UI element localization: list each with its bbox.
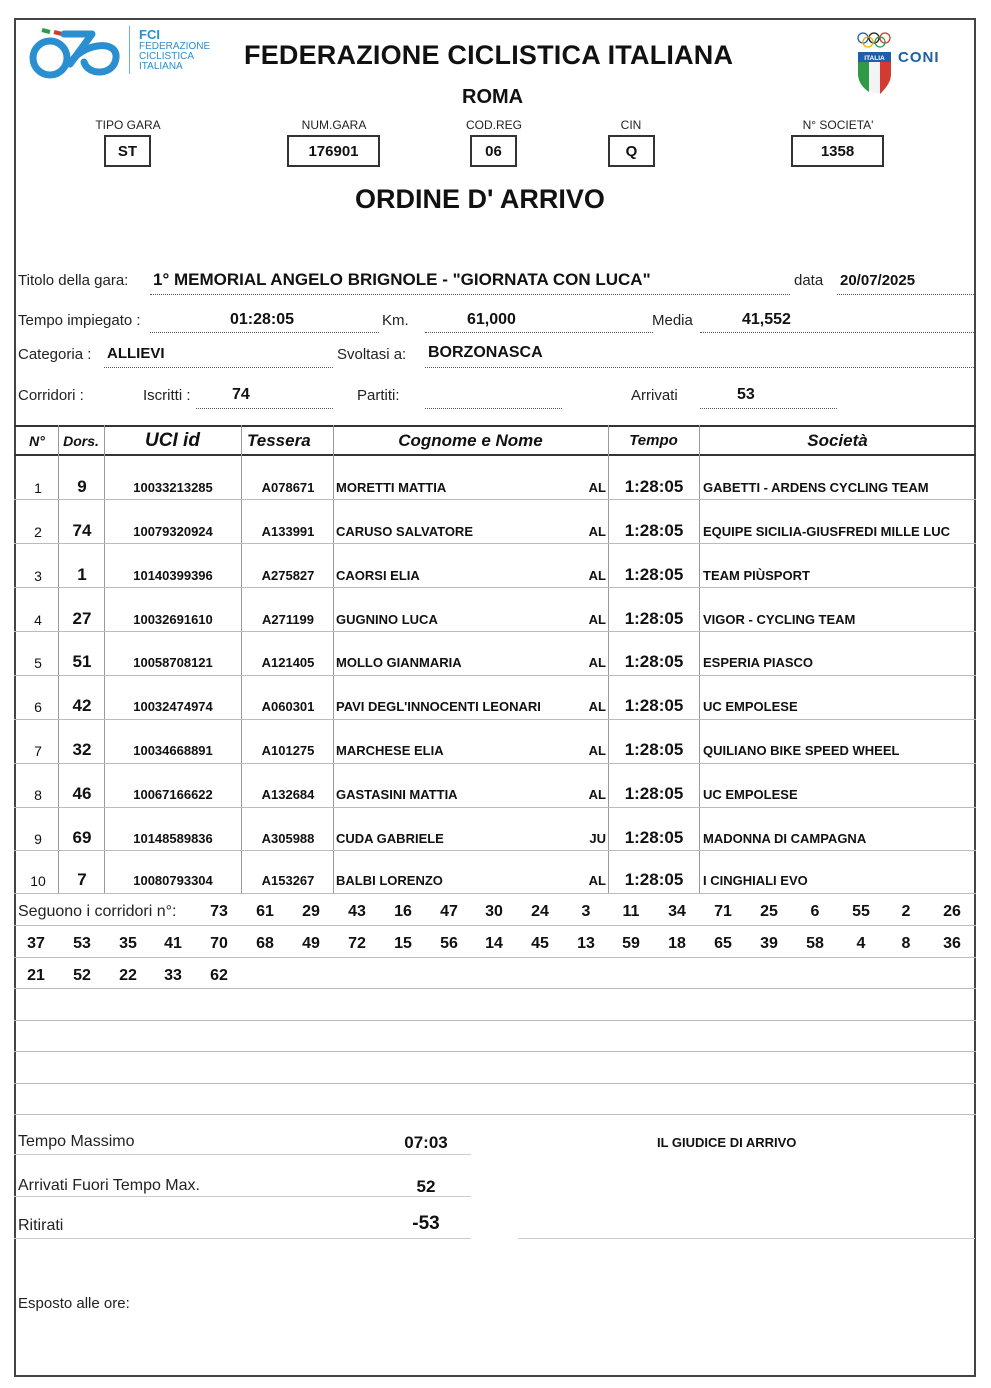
following-separator [14,957,976,958]
row-position: 10 [30,873,46,889]
row-category: AL [588,568,606,583]
row-tessera: A271199 [261,612,315,627]
following-bib: 16 [394,903,412,920]
row-tessera: A078671 [261,480,315,495]
row-team: ESPERIA PIASCO [703,655,814,670]
following-bib: 70 [210,935,228,952]
following-bib: 68 [256,935,274,952]
category-label: Categoria : [18,346,92,363]
row-separator [14,543,976,544]
following-bib: 65 [714,935,732,952]
media-label: Media [652,312,693,329]
posted-time-label: Esposto alle ore: [18,1295,130,1312]
row-separator [14,631,976,632]
row-team: TEAM PIÙSPORT [703,568,810,583]
out-of-time-label: Arrivati Fuori Tempo Max. [18,1177,200,1194]
row-category: AL [588,480,606,495]
code-label-cin: CIN [620,118,642,132]
row-separator [14,587,976,588]
row-tessera: A305988 [261,831,315,846]
row-uci-id: 10033213285 [133,480,213,495]
following-bib: 21 [27,967,45,984]
row-time: 1:28:05 [624,870,684,889]
row-team: UC EMPOLESE [703,699,798,714]
following-bib: 72 [348,935,366,952]
row-separator [14,763,976,764]
code-box-num-gara: 176901 [287,135,380,167]
riders-label: Corridori : [18,387,84,404]
following-bib: 22 [119,967,137,984]
row-position: 4 [34,612,42,628]
row-name: PAVI DEGL'INNOCENTI LEONARI [336,699,541,714]
col-header-societa: Società [807,431,868,450]
fci-line2: CICLISTICA [139,51,195,62]
code-box-cin: Q [608,135,655,167]
fci-bicycle-logo-icon [28,24,124,80]
document-frame [14,18,976,1377]
location-underline [425,367,974,368]
withdrawn-value: -53 [412,1213,440,1234]
out-of-time-underline [14,1196,471,1197]
row-separator [14,499,976,500]
started-underline [425,408,562,409]
registered-underline [196,408,333,409]
row-name: MORETTI MATTIA [336,480,447,495]
km-value: 61,000 [467,311,516,328]
row-bib: 51 [72,652,92,671]
following-bib: 36 [943,935,961,952]
following-bib: 45 [531,935,549,952]
svg-text:ITALIA: ITALIA [864,55,885,62]
following-bib: 41 [164,935,182,952]
row-tessera: A133991 [261,524,315,539]
row-uci-id: 10079320924 [133,524,213,539]
category-underline [104,367,333,368]
following-bib: 8 [901,935,911,952]
row-bib: 27 [72,609,92,628]
row-uci-id: 10032474974 [133,699,213,714]
code-label-tipo-gara: TIPO GARA [95,118,161,132]
code-box-cod-reg: 06 [470,135,517,167]
row-name: GUGNINO LUCA [336,612,438,627]
code-box-n-societa: 1358 [791,135,884,167]
row-name: CARUSO SALVATORE [336,524,473,539]
location-label: Svoltasi a: [337,346,407,363]
row-position: 3 [34,568,42,584]
row-bib: 32 [72,740,92,759]
row-bib: 42 [72,696,92,715]
following-bib: 53 [73,935,91,952]
row-separator [14,893,976,894]
col-header-tempo: Tempo [629,432,678,449]
time-label: Tempo impiegato : [18,312,141,329]
following-bib: 11 [622,903,640,920]
row-uci-id: 10067166622 [133,787,213,802]
row-category: AL [588,524,606,539]
row-team: GABETTI - ARDENS CYCLING TEAM [703,480,929,495]
media-underline [700,332,974,333]
following-bib: 58 [806,935,824,952]
row-name: MARCHESE ELIA [336,743,444,758]
fci-line3: ITALIANA [139,61,183,72]
row-position: 5 [34,655,42,671]
logo-divider [129,26,130,74]
following-bib: 18 [668,935,686,952]
col-header-name: Cognome e Nome [398,431,543,450]
following-bib: 49 [302,935,320,952]
federation-title: FEDERAZIONE CICLISTICA ITALIANA [244,40,734,70]
withdrawn-label: Ritirati [18,1217,64,1234]
coni-name: CONI [898,49,940,66]
date-value: 20/07/2025 [840,272,916,289]
row-team: QUILIANO BIKE SPEED WHEEL [703,743,900,758]
following-bib: 35 [119,935,137,952]
coni-shield-logo-icon [855,30,895,98]
table-top-border [14,425,976,427]
row-time: 1:28:05 [624,696,684,715]
blank-line [14,1051,976,1052]
following-bib: 52 [73,967,91,984]
row-time: 1:28:05 [624,521,684,540]
following-bib: 59 [622,935,640,952]
row-uci-id: 10080793304 [133,873,213,888]
following-bib: 34 [668,903,686,920]
code-box-tipo-gara: ST [104,135,151,167]
row-time: 1:28:05 [624,565,684,584]
row-time: 1:28:05 [624,784,684,803]
max-time-value: 07:03 [404,1133,448,1152]
following-separator [14,925,976,926]
max-time-label: Tempo Massimo [18,1133,135,1150]
code-label-n-societa: N° SOCIETA' [802,118,874,132]
federation-city: ROMA [462,86,524,108]
fci-line1: FEDERAZIONE [139,41,211,52]
following-bib: 37 [27,935,45,952]
following-bib: 55 [852,903,870,920]
race-title-underline [150,294,790,295]
row-name: CAORSI ELIA [336,568,420,583]
following-bib: 30 [485,903,503,920]
date-label: data [794,272,824,289]
fci-abbr: FCI [139,27,160,42]
following-bib: 61 [256,903,274,920]
following-label: Seguono i corridori n°: [18,903,177,920]
fci-logo-text [139,28,210,72]
race-title-value: 1° MEMORIAL ANGELO BRIGNOLE - "GIORNATA CON LUCA" [153,270,651,289]
started-label: Partiti: [357,387,400,404]
withdrawn-underline [14,1238,471,1239]
row-bib: 69 [72,828,92,847]
row-uci-id: 10148589836 [133,831,213,846]
row-uci-id: 10140399396 [133,568,213,583]
following-bib: 62 [210,967,228,984]
max-time-underline [14,1154,471,1155]
following-bib: 15 [394,935,412,952]
row-bib: 74 [72,521,92,540]
row-tessera: A060301 [261,699,315,714]
col-header-dors: Dors. [63,433,99,449]
row-category: JU [589,831,606,846]
row-category: AL [588,787,606,802]
following-bib: 14 [485,935,503,952]
time-value: 01:28:05 [230,311,295,328]
row-category: AL [588,699,606,714]
time-underline [150,332,379,333]
row-position: 2 [34,524,42,540]
row-category: AL [588,743,606,758]
race-title-label: Titolo della gara: [18,272,129,289]
following-bib: 4 [856,935,866,952]
document-title: ORDINE D' ARRIVO [355,184,605,214]
following-bib: 2 [901,903,911,920]
row-name: BALBI LORENZO [336,873,443,888]
location-value: BORZONASCA [428,344,543,361]
row-time: 1:28:05 [624,652,684,671]
registered-label: Iscritti : [143,387,191,404]
row-position: 8 [34,787,42,803]
following-bib: 6 [810,903,820,920]
following-bib: 73 [210,903,228,920]
media-value: 41,552 [742,311,791,328]
row-position: 1 [34,480,42,496]
out-of-time-value: 52 [416,1177,436,1196]
row-position: 6 [34,699,42,715]
arrived-label: Arrivati [631,387,678,404]
row-bib: 7 [77,870,87,889]
row-category: AL [588,873,606,888]
blank-line [14,1114,976,1115]
row-team: EQUIPE SICILIA-GIUSFREDI MILLE LUC [703,524,951,539]
following-separator [14,988,976,989]
row-time: 1:28:05 [624,740,684,759]
following-bib: 25 [760,903,778,920]
row-tessera: A101275 [261,743,315,758]
row-separator [14,850,976,851]
row-time: 1:28:05 [624,477,684,496]
judge-label: IL GIUDICE DI ARRIVO [657,1135,797,1150]
row-tessera: A153267 [261,873,315,888]
km-underline [425,332,653,333]
registered-value: 74 [232,386,250,403]
row-name: MOLLO GIANMARIA [336,655,462,670]
following-bib: 47 [440,903,458,920]
category-value: ALLIEVI [107,345,165,362]
following-bib: 3 [581,903,591,920]
col-header-pos: N° [29,433,45,449]
row-position: 7 [34,743,42,759]
following-bib: 24 [531,903,549,920]
blank-line [14,1083,976,1084]
following-bib: 13 [577,935,595,952]
row-team: I CINGHIALI EVO [703,873,808,888]
row-separator [14,675,976,676]
date-underline [837,294,974,295]
following-bib: 39 [760,935,778,952]
following-bib: 26 [943,903,961,920]
row-tessera: A132684 [261,787,315,802]
following-bib: 33 [164,967,182,984]
arrived-underline [700,408,837,409]
row-position: 9 [34,831,42,847]
following-bib: 56 [440,935,458,952]
row-uci-id: 10058708121 [133,655,213,670]
row-team: MADONNA DI CAMPAGNA [703,831,867,846]
row-category: AL [588,612,606,627]
row-name: GASTASINI MATTIA [336,787,458,802]
row-bib: 1 [77,565,87,584]
row-bib: 9 [77,477,87,496]
judge-signature-line [518,1238,975,1239]
table-header-bottom-border [14,454,976,456]
km-label: Km. [382,312,409,329]
row-time: 1:28:05 [624,609,684,628]
following-bib: 43 [348,903,366,920]
row-separator [14,719,976,720]
row-team: VIGOR - CYCLING TEAM [703,612,856,627]
row-team: UC EMPOLESE [703,787,798,802]
row-separator [14,807,976,808]
row-time: 1:28:05 [624,828,684,847]
row-uci-id: 10032691610 [133,612,213,627]
following-bib: 29 [302,903,320,920]
col-header-uci-id: UCI id [145,430,200,451]
row-category: AL [588,655,606,670]
code-label-num-gara: NUM.GARA [301,118,367,132]
row-tessera: A275827 [261,568,315,583]
row-bib: 46 [72,784,92,803]
blank-line [14,1020,976,1021]
row-name: CUDA GABRIELE [336,831,444,846]
col-header-tessera: Tessera [247,431,311,450]
following-bib: 71 [714,903,732,920]
row-uci-id: 10034668891 [133,743,213,758]
row-tessera: A121405 [261,655,315,670]
arrived-value: 53 [737,386,755,403]
code-label-cod-reg: COD.REG [465,118,522,132]
